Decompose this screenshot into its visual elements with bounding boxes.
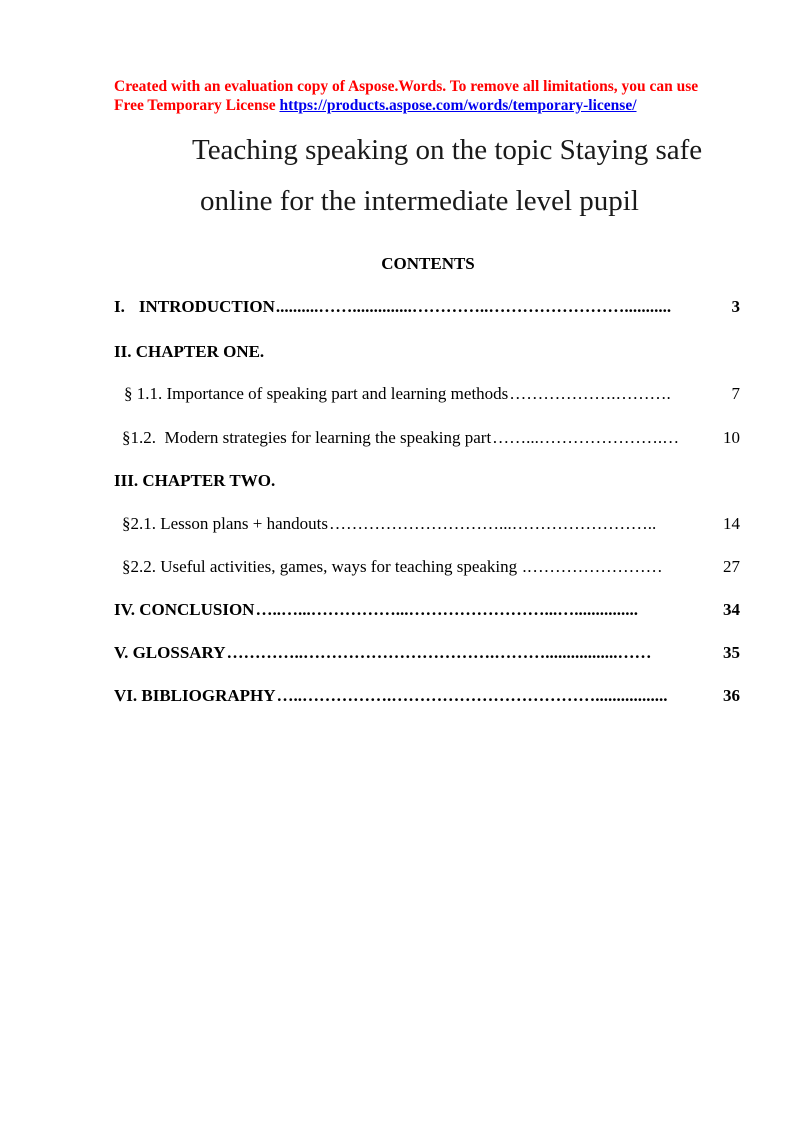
toc-entry-label: IV. CONCLUSION (114, 600, 255, 619)
watermark-license-label: Free Temporary License (114, 97, 280, 114)
toc-entry-2-1[interactable] (122, 513, 740, 535)
toc-entry-chapter-one[interactable] (114, 341, 740, 363)
toc-page-number: 27 (723, 557, 740, 576)
toc-entry-1-1[interactable] (124, 383, 740, 405)
toc-leader: ..........……..............…………..……………………........... (275, 297, 672, 316)
toc-leader: ……...………………….… (492, 428, 680, 447)
toc-entry-label (114, 296, 276, 318)
toc-entry-conclusion[interactable] (114, 599, 740, 621)
toc-leader: …………………………...…………………….. (329, 514, 657, 533)
toc-entry-bibliography[interactable] (114, 685, 740, 707)
toc-entry-label: §1.2. Modern strategies for learning the speaking part (122, 428, 492, 447)
toc-leader: ……………….………. (509, 384, 671, 403)
toc-page-number: 36 (723, 686, 740, 705)
toc-leader: …………..…………………………….……….................…… (226, 643, 652, 662)
toc-entry-introduction[interactable] (114, 296, 740, 318)
evaluation-watermark (114, 77, 754, 115)
toc-page-number: 34 (723, 600, 740, 619)
toc-entry-chapter-two[interactable] (114, 470, 740, 492)
toc-page-number: 10 (723, 428, 740, 447)
toc-page-number: 35 (723, 643, 740, 662)
toc-entry-label: VI. BIBLIOGRAPHY (114, 686, 276, 705)
document-title-line-2: online for the intermediate level pupil (200, 185, 639, 217)
toc-page-number: 3 (731, 297, 740, 316)
toc-entry-label: §2.2. Useful activities, games, ways for teaching speaking (122, 557, 518, 576)
toc-page-number: 14 (723, 514, 740, 533)
toc-entry-glossary[interactable] (114, 642, 740, 664)
toc-entry-label: §2.1. Lesson plans + handouts (122, 514, 329, 533)
toc-entry-title: INTRODUCTION (138, 297, 275, 316)
watermark-line-1: Created with an evaluation copy of Aspose.Words. To remove all limitations, you can use (114, 78, 699, 95)
toc-entry-label: V. GLOSSARY (114, 643, 226, 662)
toc-page-number: 7 (731, 384, 740, 403)
toc-leader: .…………………… (518, 557, 663, 576)
toc-entry-label: § 1.1. Importance of speaking part and learning methods (124, 384, 509, 403)
toc-leader: …..…...……………...……………………...…............... (255, 600, 638, 619)
toc-entry-1-2[interactable] (122, 427, 740, 449)
toc-leader: …..…………….………………………………................. (276, 686, 668, 705)
toc-entry-label: II. CHAPTER ONE. (114, 342, 265, 361)
toc-entry-2-2[interactable] (122, 556, 740, 578)
watermark-line-2 (114, 96, 754, 115)
toc-entry-number: I. (114, 297, 125, 316)
document-title-line-1: Teaching speaking on the topic Staying safe (192, 134, 703, 166)
license-link[interactable]: https://products.aspose.com/words/temporary-license/ (279, 97, 637, 114)
toc-entry-label: III. CHAPTER TWO. (114, 471, 276, 490)
contents-heading: CONTENTS (381, 254, 475, 273)
